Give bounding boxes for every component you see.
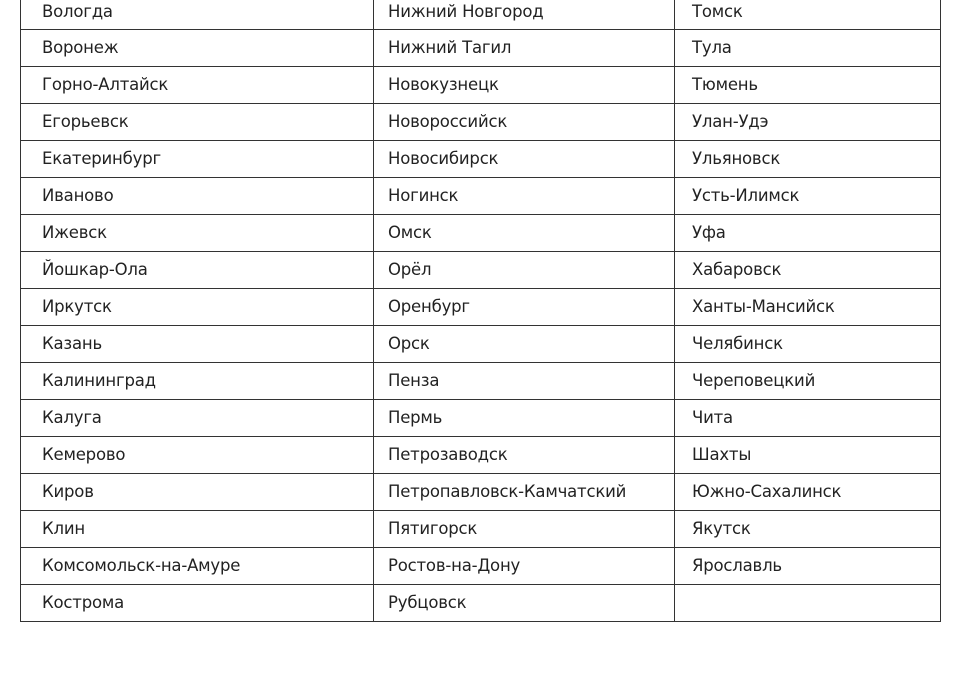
city-name: Екатеринбург <box>42 149 161 168</box>
city-cell <box>21 326 374 363</box>
city-name: Воронеж <box>42 38 119 57</box>
city-cell <box>21 437 374 474</box>
city-name: Пятигорск <box>388 519 478 538</box>
city-name: Казань <box>42 334 103 353</box>
city-name: Орёл <box>388 260 432 279</box>
city-cell <box>374 30 675 67</box>
city-name: Новороссийск <box>388 112 508 131</box>
city-cell <box>21 0 374 30</box>
city-name: Пенза <box>388 371 440 390</box>
city-cell <box>675 326 941 363</box>
city-cell <box>21 104 374 141</box>
city-cell <box>374 326 675 363</box>
city-cell <box>374 474 675 511</box>
city-name: Уфа <box>692 223 726 242</box>
city-cell <box>675 400 941 437</box>
city-name: Егорьевск <box>42 112 129 131</box>
city-name: Йошкар-Ола <box>42 260 148 279</box>
city-name: Ульяновск <box>692 149 781 168</box>
city-name: Кострома <box>42 593 125 612</box>
city-cell <box>675 30 941 67</box>
table-row <box>21 67 941 104</box>
city-cell <box>374 289 675 326</box>
table-row <box>21 104 941 141</box>
city-cell <box>21 400 374 437</box>
table-row <box>21 178 941 215</box>
table-row <box>21 585 941 622</box>
city-name: Якутск <box>692 519 751 538</box>
city-cell <box>675 548 941 585</box>
city-cell <box>21 30 374 67</box>
table-row <box>21 474 941 511</box>
table-row <box>21 30 941 67</box>
city-cell <box>374 0 675 30</box>
city-cell <box>374 400 675 437</box>
city-name: Челябинск <box>692 334 783 353</box>
city-cell <box>21 585 374 622</box>
city-name: Клин <box>42 519 85 538</box>
city-cell <box>675 215 941 252</box>
city-name: Ногинск <box>388 186 459 205</box>
city-name: Комсомольск-на-Амуре <box>42 556 241 575</box>
city-cell <box>21 141 374 178</box>
city-cell <box>374 67 675 104</box>
city-name: Нижний Новгород <box>388 2 544 21</box>
city-name: Оренбург <box>388 297 470 316</box>
city-cell <box>374 252 675 289</box>
city-cell <box>675 141 941 178</box>
city-cell <box>675 511 941 548</box>
city-name: Тюмень <box>692 75 758 94</box>
cities-table-body <box>21 0 941 622</box>
city-name: Рубцовск <box>388 593 467 612</box>
city-name: Вологда <box>42 2 113 21</box>
city-cell <box>675 67 941 104</box>
city-cell <box>675 0 941 30</box>
city-cell <box>21 67 374 104</box>
city-name: Киров <box>42 482 94 501</box>
city-cell <box>374 141 675 178</box>
city-name: Усть-Илимск <box>692 186 800 205</box>
city-name: Ижевск <box>42 223 107 242</box>
city-name: Тула <box>692 38 732 57</box>
city-name: Южно-Сахалинск <box>692 482 842 501</box>
city-name: Пермь <box>388 408 443 427</box>
city-cell <box>675 437 941 474</box>
city-name: Череповецкий <box>692 371 816 390</box>
city-cell <box>675 585 941 622</box>
city-name: Калуга <box>42 408 102 427</box>
table-row <box>21 141 941 178</box>
city-cell <box>675 363 941 400</box>
city-name: Ярославль <box>692 556 782 575</box>
city-name: Иркутск <box>42 297 112 316</box>
city-cell <box>374 585 675 622</box>
table-row <box>21 215 941 252</box>
table-row <box>21 326 941 363</box>
table-row <box>21 0 941 30</box>
city-cell <box>374 363 675 400</box>
table-row <box>21 437 941 474</box>
table-row <box>21 548 941 585</box>
city-cell <box>21 548 374 585</box>
city-name: Горно-Алтайск <box>42 75 169 94</box>
city-cell <box>21 289 374 326</box>
city-cell <box>21 511 374 548</box>
city-name: Новосибирск <box>388 149 499 168</box>
city-cell <box>675 474 941 511</box>
city-cell <box>374 511 675 548</box>
city-cell <box>21 215 374 252</box>
city-name: Ростов-на-Дону <box>388 556 521 575</box>
city-name: Ханты-Мансийск <box>692 297 835 316</box>
city-name: Нижний Тагил <box>388 38 512 57</box>
city-cell <box>374 215 675 252</box>
cities-table <box>20 0 941 622</box>
table-row <box>21 511 941 548</box>
city-cell <box>21 363 374 400</box>
city-cell <box>675 289 941 326</box>
city-cell <box>675 252 941 289</box>
city-name: Шахты <box>692 445 752 464</box>
city-name: Хабаровск <box>692 260 782 279</box>
city-name: Новокузнецк <box>388 75 499 94</box>
city-cell <box>675 104 941 141</box>
table-row <box>21 400 941 437</box>
city-name: Улан-Удэ <box>692 112 769 131</box>
table-row <box>21 289 941 326</box>
city-cell <box>374 437 675 474</box>
table-row <box>21 363 941 400</box>
city-cell <box>374 548 675 585</box>
table-row <box>21 252 941 289</box>
city-name: Иваново <box>42 186 114 205</box>
city-name: Томск <box>692 2 743 21</box>
city-name: Петропавловск-Камчатский <box>388 482 627 501</box>
city-cell <box>21 474 374 511</box>
city-name: Петрозаводск <box>388 445 508 464</box>
city-cell <box>374 104 675 141</box>
city-name: Кемерово <box>42 445 126 464</box>
city-cell <box>374 178 675 215</box>
city-name: Орск <box>388 334 430 353</box>
city-cell <box>21 252 374 289</box>
city-name: Калининград <box>42 371 156 390</box>
city-cell <box>21 178 374 215</box>
city-name: Чита <box>692 408 733 427</box>
city-cell <box>675 178 941 215</box>
city-name: Омск <box>388 223 432 242</box>
